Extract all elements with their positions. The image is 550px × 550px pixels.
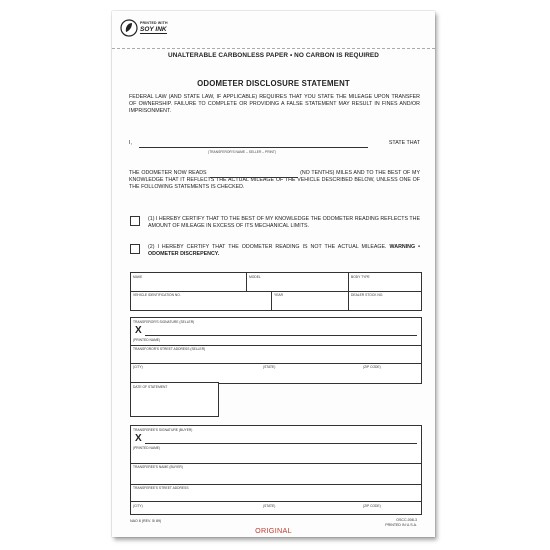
transferor-prefix: I, bbox=[129, 140, 132, 146]
seller-zip-label[interactable]: (ZIP CODE) bbox=[363, 365, 381, 369]
odometer-reading-statement bbox=[129, 170, 420, 192]
perforation-line bbox=[112, 48, 435, 49]
buyer-name-label[interactable]: TRANSFEREE'S NAME (BUYER) bbox=[133, 465, 183, 469]
vehicle-col-divider-2 bbox=[348, 273, 349, 310]
seller-row-divider-1 bbox=[131, 345, 421, 346]
certification-1-checkbox[interactable] bbox=[130, 216, 140, 226]
odometer-form-sheet bbox=[112, 11, 435, 537]
logo-brand-text: SOY INK bbox=[140, 26, 167, 33]
soy-leaf-icon bbox=[120, 19, 138, 37]
vehicle-col-divider-1 bbox=[246, 273, 247, 291]
product-code: OSCC-008-3 bbox=[396, 518, 417, 522]
buyer-x-mark: X bbox=[135, 433, 142, 444]
buyer-address-label[interactable]: TRANSFEREE'S STREET ADDRESS bbox=[133, 486, 189, 490]
odometer-discrepancy-warning: WARNING • ODOMETER DISCREPENCY. bbox=[148, 244, 420, 258]
seller-info-box bbox=[130, 317, 422, 384]
seller-printed-name-label[interactable]: (PRINTED NAME) bbox=[133, 338, 161, 342]
vin-field[interactable]: VEHICLE IDENTIFICATION NO. bbox=[133, 293, 181, 297]
logo-top-text: PRINTED WITH bbox=[140, 21, 168, 25]
date-of-statement-box bbox=[130, 382, 219, 417]
odometer-reading-field[interactable] bbox=[210, 177, 298, 178]
transferor-name-field[interactable] bbox=[139, 147, 368, 148]
vehicle-col-divider-3 bbox=[271, 291, 272, 310]
dealer-stock-field[interactable]: DEALER STOCK NO. bbox=[351, 293, 384, 297]
odometer-text-after: (NO TENTHS) MILES AND TO THE BEST OF MY KNOWLEDGE THAT IT REFLECTS THE ACTUAL MILEAGE OF THE VEHICLE DESCRIBED BELOW, UNLESS ONE OF THE FOLLOWING STATEMENTS IS CHECKED. bbox=[129, 170, 420, 191]
seller-row-divider-2 bbox=[131, 363, 421, 364]
vehicle-row-divider bbox=[131, 291, 421, 292]
buyer-row-divider-1 bbox=[131, 463, 421, 464]
form-number: NAO 8 (REV. 5/ 89) bbox=[130, 519, 162, 523]
buyer-row-divider-3 bbox=[131, 501, 421, 502]
model-field[interactable]: MODEL bbox=[249, 275, 261, 279]
make-field[interactable]: MAKE bbox=[133, 275, 143, 279]
odometer-text-before: THE ODOMETER NOW READS bbox=[129, 170, 207, 176]
copy-label-original: ORIGINAL bbox=[255, 526, 292, 535]
seller-signature-label: TRANSFEROR'S SIGNATURE (SELLER) bbox=[133, 320, 195, 324]
date-of-statement-field[interactable]: DATE OF STATEMENT bbox=[133, 385, 168, 389]
buyer-info-box bbox=[130, 425, 422, 515]
buyer-zip-label[interactable]: (ZIP CODE) bbox=[363, 504, 381, 508]
buyer-printed-name-label[interactable]: (PRINTED NAME) bbox=[133, 446, 161, 450]
seller-x-mark: X bbox=[135, 325, 142, 336]
buyer-row-divider-2 bbox=[131, 484, 421, 485]
buyer-city-label[interactable]: (CITY) bbox=[133, 504, 143, 508]
buyer-signature-field[interactable] bbox=[145, 443, 417, 444]
seller-address-label[interactable]: TRANSFOROR'S STREET ADDRESS (SELLER) bbox=[133, 347, 206, 351]
certification-2-block bbox=[148, 244, 420, 259]
seller-signature-field[interactable] bbox=[145, 335, 417, 336]
year-field[interactable]: YEAR bbox=[274, 293, 283, 297]
buyer-signature-label: TRANSFEREE'S SIGNATURE (BUYER) bbox=[133, 428, 193, 432]
printed-in-usa: PRINTED IN U.S.A. bbox=[385, 523, 417, 527]
seller-state-label[interactable]: (STATE) bbox=[263, 365, 276, 369]
transferor-name-caption: (TRANSFEROR'S NAME – SELLER – PRINT) bbox=[208, 150, 277, 154]
certification-2-text: (2) I HEREBY CERTIFY THAT THE ODOMETER READING IS NOT THE ACTUAL MILEAGE. bbox=[148, 244, 387, 250]
certification-1-text: (1) I HEREBY CERTIFY THAT TO THE BEST OF MY KNOWLEDGE THE ODOMETER READING REFLECTS THE AMOUNT OF MILEAGE IN EXCESS OF ITS MECHANICAL LIMITS. bbox=[148, 216, 420, 230]
seller-city-label[interactable]: (CITY) bbox=[133, 365, 143, 369]
carbonless-banner: UNALTERABLE CARBONLESS PAPER • NO CARBON IS REQUIRED bbox=[168, 52, 379, 59]
form-title: ODOMETER DISCLOSURE STATEMENT bbox=[197, 79, 350, 88]
certification-2-checkbox[interactable] bbox=[130, 244, 140, 254]
transferor-suffix: STATE THAT bbox=[388, 140, 420, 146]
body-type-field[interactable]: BODY TYPE bbox=[351, 275, 370, 279]
transferor-statement-line bbox=[129, 140, 420, 150]
vehicle-info-box bbox=[130, 272, 422, 311]
federal-law-notice: FEDERAL LAW (AND STATE LAW, IF APPLICABLE) REQUIRES THAT YOU STATE THE MILEAGE UPON TRANSFER OF OWNERSHIP. FAILURE TO COMPLETE OR PROVIDING A FALSE STATEMENT MAY RESULT IN FINES AND/OR IMPRISONMENT. bbox=[129, 94, 420, 115]
buyer-state-label[interactable]: (STATE) bbox=[263, 504, 276, 508]
